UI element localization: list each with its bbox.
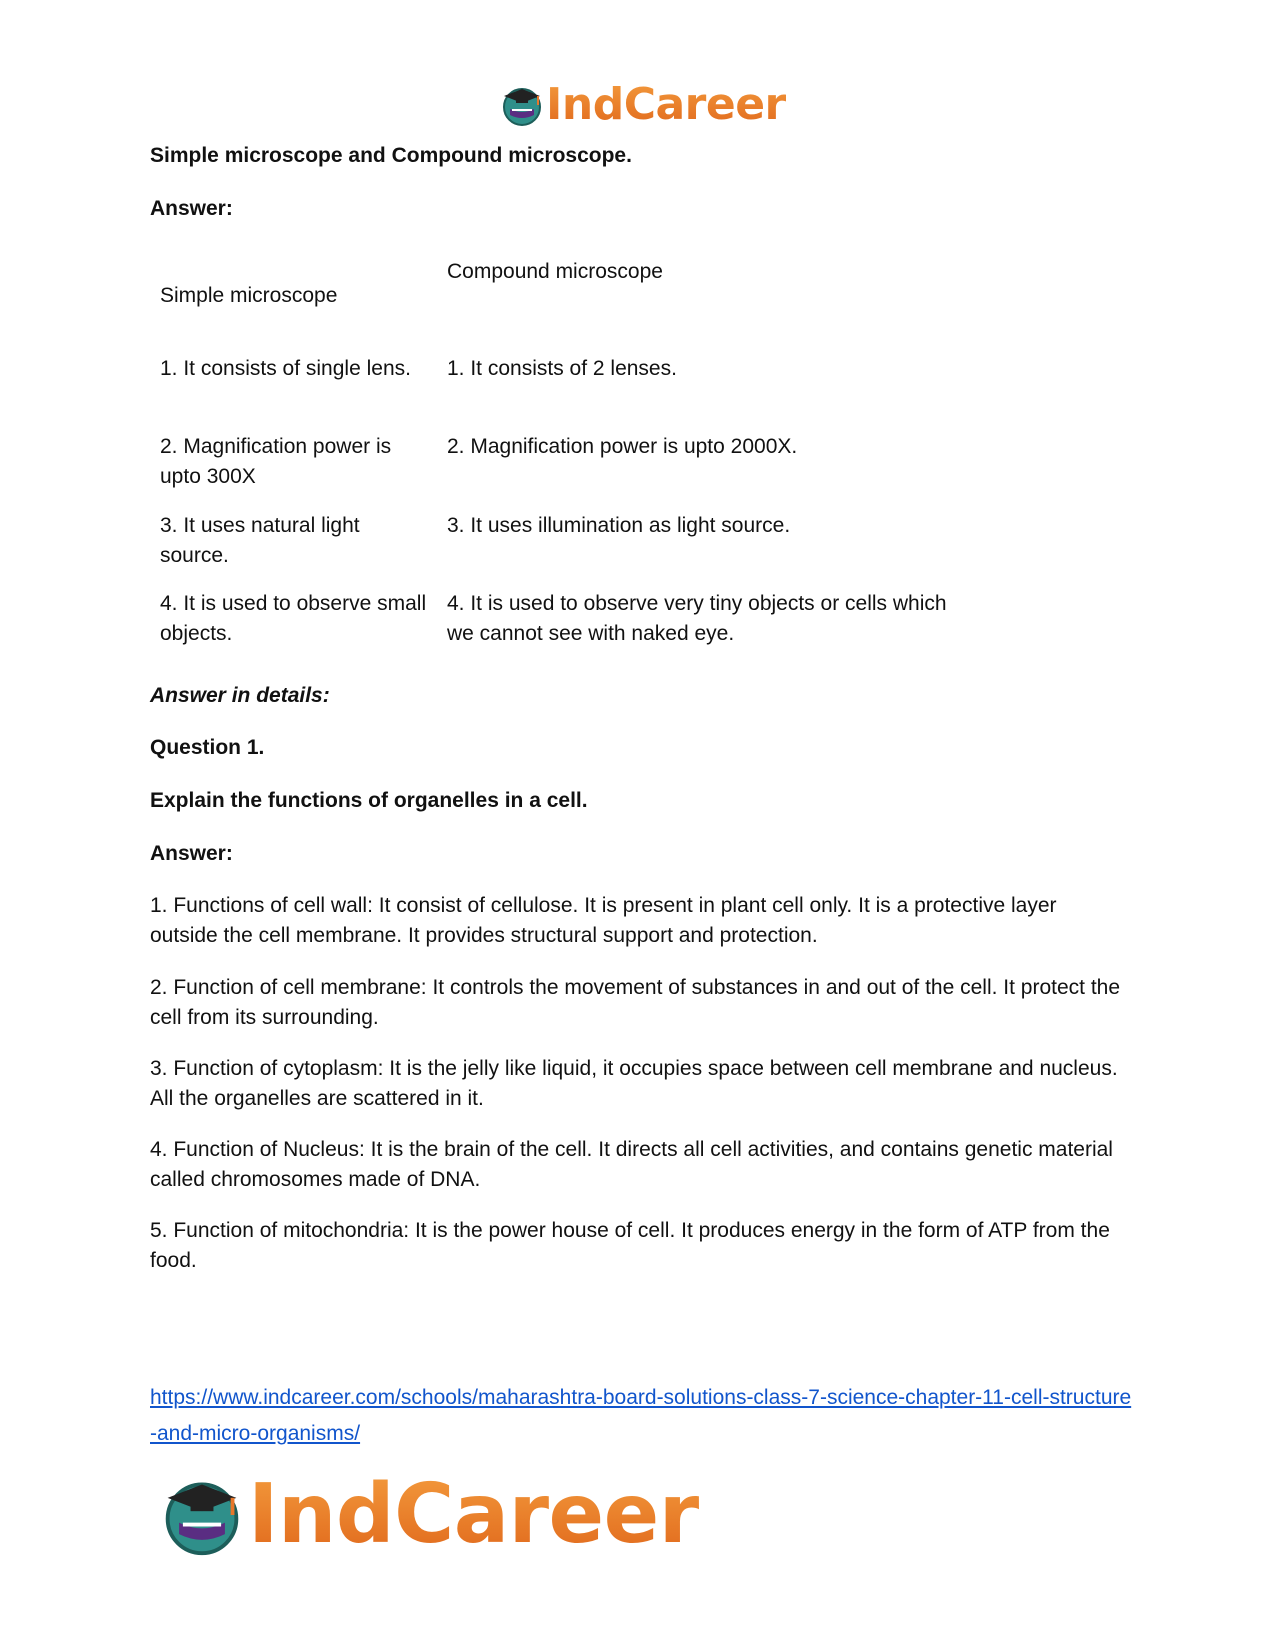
answer-paragraph: 5. Function of mitochondria: It is the power house of cell. It produces energy in the form of ATP from the food. xyxy=(150,1219,1110,1272)
table-cell-compound: 4. It is used to observe very tiny objects or cells which we cannot see with naked eye. xyxy=(447,592,947,645)
question-label: Question 1. xyxy=(150,736,265,759)
header-logo xyxy=(500,80,786,130)
page-heading: Simple microscope and Compound microscope. xyxy=(150,144,632,167)
table-header-simple: Simple microscope xyxy=(160,284,338,307)
answer-label: Answer: xyxy=(150,842,233,865)
graduation-cap-globe-icon xyxy=(500,83,544,127)
table-cell-simple: 2. Magnification power is upto 300X xyxy=(160,435,392,488)
table-cell-compound: 1. It consists of 2 lenses. xyxy=(447,357,677,380)
footer-logo xyxy=(160,1467,699,1562)
graduation-cap-globe-icon xyxy=(160,1473,244,1557)
answer-paragraph: 3. Function of cytoplasm: It is the jelly like liquid, it occupies space between cell membrane and nucleus. All the organelles are scattered in it. xyxy=(150,1057,1118,1110)
table-cell-simple: 3. It uses natural light source. xyxy=(160,514,360,567)
table-cell-simple: 4. It is used to observe small objects. xyxy=(160,592,427,645)
answer-paragraph: 1. Functions of cell wall: It consist of cellulose. It is present in plant cell only. It is a protective layer outside the cell membrane. It provides structural support and protection. xyxy=(150,894,1057,947)
answer-label: Answer: xyxy=(150,197,233,220)
logo-wordmark: IndCareer xyxy=(546,79,786,130)
table-cell-compound: 2. Magnification power is upto 2000X. xyxy=(447,435,798,458)
answer-paragraph: 4. Function of Nucleus: It is the brain of the cell. It directs all cell activities, and contains genetic material called chromosomes made of DNA. xyxy=(150,1138,1113,1191)
table-cell-compound: 3. It uses illumination as light source. xyxy=(447,514,791,537)
logo-wordmark: IndCareer xyxy=(248,1467,699,1562)
table-cell-simple: 1. It consists of single lens. xyxy=(160,357,411,380)
details-label: Answer in details: xyxy=(150,684,330,707)
answer-paragraph: 2. Function of cell membrane: It controls the movement of substances in and out of the cell. It protect the cell from its surrounding. xyxy=(150,976,1121,1029)
table-header-compound: Compound microscope xyxy=(447,260,663,283)
source-link[interactable]: https://www.indcareer.com/schools/maharashtra-board-solutions-class-7-science-chapter-11-cell-structure-and-micro-organisms/ xyxy=(150,1386,1132,1445)
question-text: Explain the functions of organelles in a cell. xyxy=(150,789,588,812)
